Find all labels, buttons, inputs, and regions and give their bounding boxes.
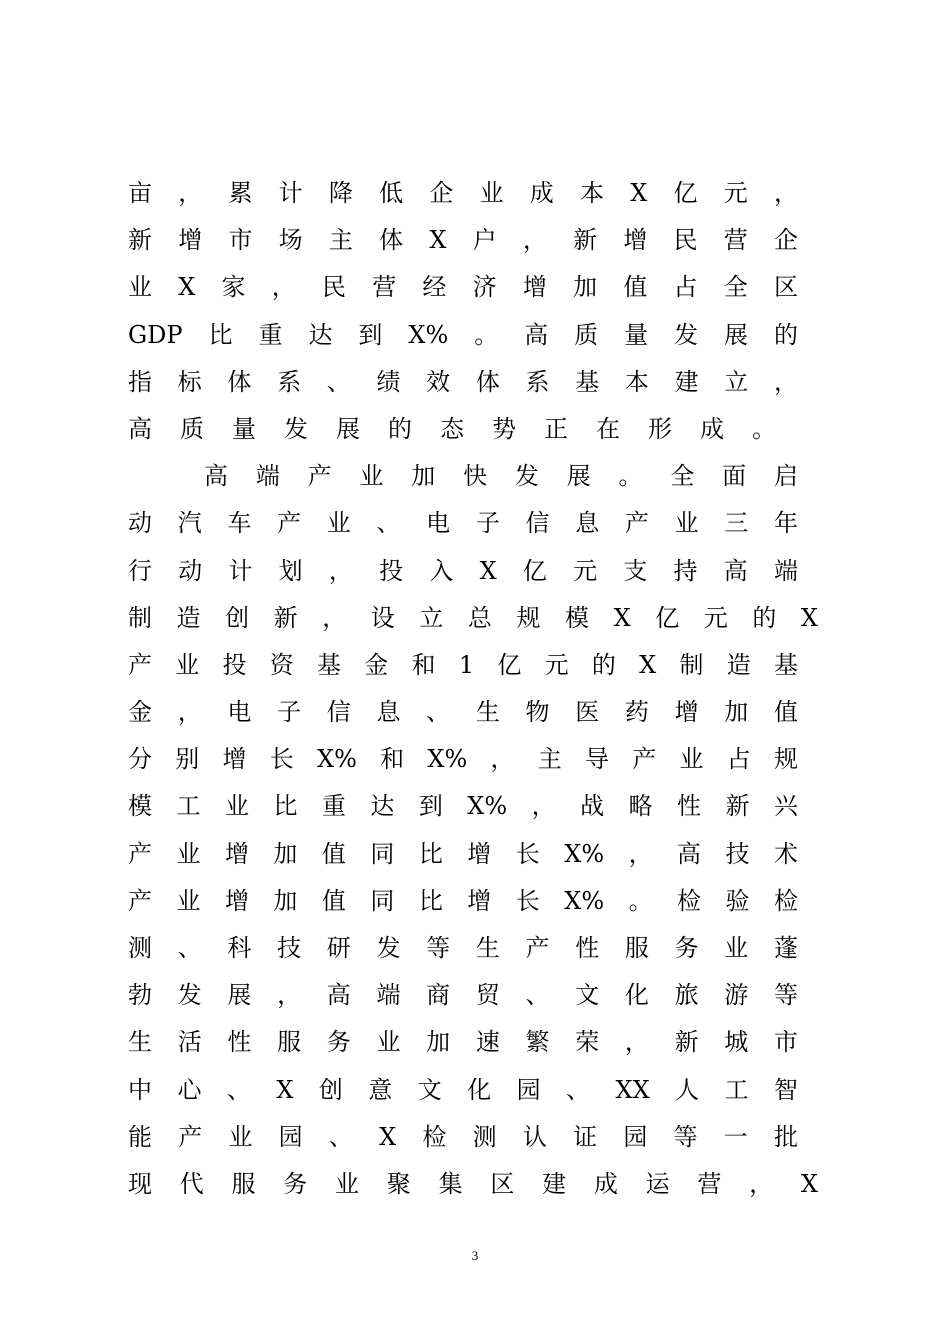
text-line-22: 现代服务业聚集区建成运营，X [128,1169,818,1198]
text-line-17: 测、科技研发等生产性服务业蓬 [128,934,798,962]
text-line-5: 指标体系、绩效体系基本建立， [128,367,798,396]
body-text [128,170,818,1208]
text-line-3: 业X家，民营经济增加值占全区 [128,273,798,302]
text-line-13: 分别增长X%和X%，主导产业占规 [128,745,798,774]
text-line-8: 动汽车产业、电子信息产业三年 [128,509,798,538]
text-line-18: 勃发展，高端商贸、文化旅游等 [128,981,798,1010]
page-number: 3 [471,1248,479,1263]
text-line-21: 能产业园、X检测认证园等一批 [128,1122,798,1151]
text-line-11: 产业投资基金和1亿元的X制造基 [128,650,798,679]
text-line-16: 产业增加值同比增长X%。检验检 [128,886,798,915]
text-line-20: 中心、X创意文化园、XX人工智 [128,1075,798,1104]
text-line-7: 高端产业加快发展。全面启 [204,462,798,491]
text-line-9: 行动计划，投入X亿元支持高端 [128,556,798,585]
text-line-2: 新增市场主体X户，新增民营企 [128,226,798,255]
text-line-12: 金，电子信息、生物医药增加值 [128,698,798,727]
text-line-19: 生活性服务业加速繁荣，新城市 [128,1028,798,1057]
text-line-6: 高质量发展的态势正在形成。 [128,414,804,443]
text-line-15: 产业增加值同比增长X%，高技术 [128,839,798,868]
text-line-4: GDP比重达到X%。高质量发展的 [128,320,798,349]
text-line-1: 亩，累计降低企业成本X亿元， [128,179,798,207]
text-line-10: 制造创新，设立总规模X亿元的X [128,603,818,632]
text-line-14: 模工业比重达到X%，战略性新兴 [128,792,798,821]
